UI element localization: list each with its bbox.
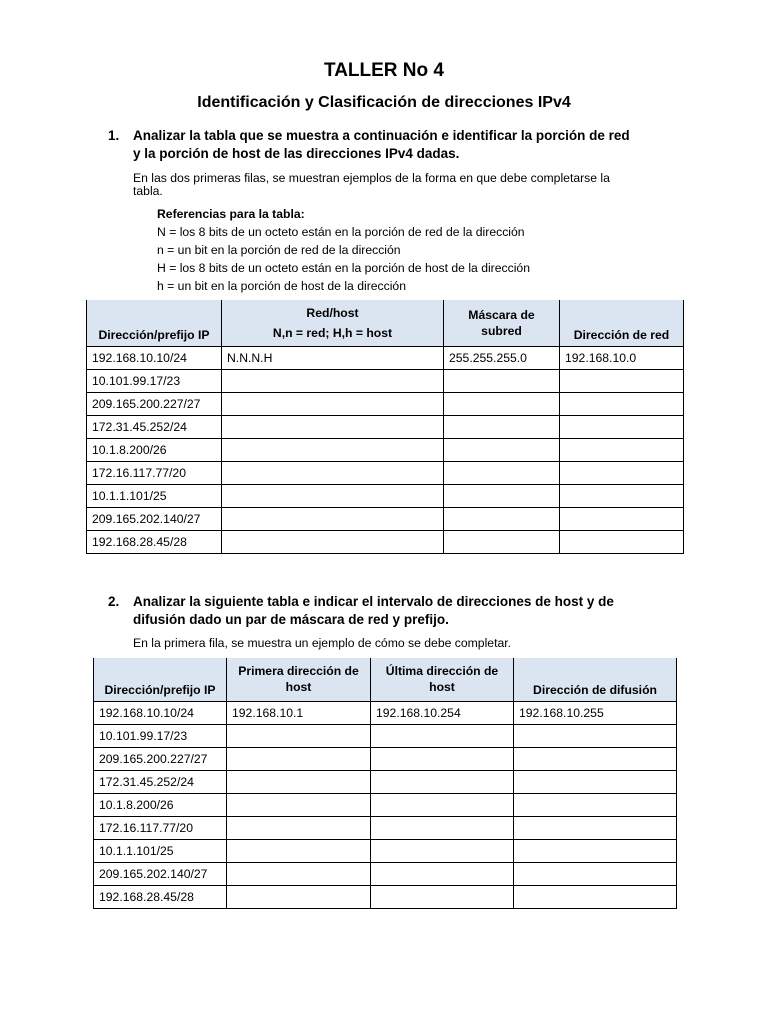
table-cell-blank — [371, 724, 514, 747]
table-row — [94, 862, 677, 885]
table-row — [94, 816, 677, 839]
table-cell: 10.1.8.200/26 — [87, 438, 222, 461]
table-cell-blank — [514, 839, 677, 862]
table-cell-blank — [560, 507, 684, 530]
header-network: Dirección de red — [560, 300, 684, 346]
table-row — [87, 415, 684, 438]
header-nethost: Red/host N,n = red; H,h = host — [222, 300, 444, 346]
section1-question-line1: Analizar la tabla que se muestra a continuación e identificar la porción de red — [133, 128, 630, 143]
table-cell-blank — [444, 369, 560, 392]
table-cell: 192.168.10.10/24 — [94, 701, 227, 724]
table-row — [94, 770, 677, 793]
table-row — [87, 461, 684, 484]
section1-number: 1. — [108, 128, 120, 143]
table-cell: 192.168.10.255 — [514, 701, 677, 724]
table-cell-blank — [371, 885, 514, 908]
section1-note-line2: tabla. — [133, 184, 163, 198]
table-cell: 192.168.10.1 — [227, 701, 371, 724]
table-row — [87, 392, 684, 415]
table-cell-blank — [560, 484, 684, 507]
header-first-host: Primera dirección de host — [227, 658, 371, 701]
table-cell-blank — [444, 530, 560, 553]
table-cell-blank — [222, 392, 444, 415]
table-cell-blank — [444, 438, 560, 461]
references-block — [157, 205, 677, 295]
table-cell-blank — [371, 747, 514, 770]
table-cell: 255.255.255.0 — [444, 346, 560, 369]
table-cell-blank — [444, 484, 560, 507]
header-last-host: Última dirección de host — [371, 658, 514, 701]
table-cell: 172.16.117.77/20 — [87, 461, 222, 484]
table-cell-blank — [222, 507, 444, 530]
table-cell: 192.168.10.0 — [560, 346, 684, 369]
table-cell-blank — [227, 816, 371, 839]
table-row — [87, 507, 684, 530]
section2-question — [108, 593, 668, 629]
table-cell-blank — [371, 770, 514, 793]
network-host-table — [86, 300, 684, 554]
table-cell: N.N.N.H — [222, 346, 444, 369]
table-cell: 192.168.28.45/28 — [87, 530, 222, 553]
table-cell-blank — [222, 369, 444, 392]
table-cell-blank — [444, 507, 560, 530]
table-cell-blank — [560, 369, 684, 392]
table-cell-blank — [560, 438, 684, 461]
host-range-table — [93, 658, 677, 909]
references-title: Referencias para la tabla: — [157, 207, 305, 221]
section1-note — [133, 172, 653, 198]
table-cell-blank — [560, 461, 684, 484]
table-cell-blank — [514, 724, 677, 747]
table-row — [87, 530, 684, 553]
table-cell: 10.1.8.200/26 — [94, 793, 227, 816]
section2-number: 2. — [108, 594, 120, 609]
section1-note-line1: En las dos primeras filas, se muestran ejemplos de la forma en que debe completarse la — [133, 171, 610, 185]
table-cell-blank — [222, 530, 444, 553]
table-row — [94, 885, 677, 908]
table-cell-blank — [444, 415, 560, 438]
table-header-row — [94, 658, 677, 701]
table-cell: 192.168.10.254 — [371, 701, 514, 724]
table-cell: 10.101.99.17/23 — [87, 369, 222, 392]
table-cell-blank — [514, 862, 677, 885]
reference-item: N = los 8 bits de un octeto están en la porción de red de la dirección — [157, 225, 525, 239]
table-cell-blank — [222, 415, 444, 438]
table-cell: 172.31.45.252/24 — [94, 770, 227, 793]
reference-item: n = un bit en la porción de red de la dirección — [157, 243, 401, 257]
table-cell-blank — [222, 484, 444, 507]
section1-question-line2: y la porción de host de las direcciones IPv4 dadas. — [133, 146, 460, 161]
table-cell: 10.1.1.101/25 — [94, 839, 227, 862]
table-cell: 192.168.28.45/28 — [94, 885, 227, 908]
table-cell-blank — [560, 530, 684, 553]
reference-item: h = un bit en la porción de host de la dirección — [157, 279, 406, 293]
table-row — [87, 484, 684, 507]
section1-question — [108, 127, 668, 163]
table-cell: 209.165.200.227/27 — [94, 747, 227, 770]
table-cell-blank — [227, 862, 371, 885]
table-cell-blank — [371, 816, 514, 839]
header-mask: Máscara de subred — [444, 300, 560, 346]
table-cell-blank — [227, 885, 371, 908]
table-row — [94, 839, 677, 862]
table-cell: 209.165.202.140/27 — [94, 862, 227, 885]
table-cell: 172.31.45.252/24 — [87, 415, 222, 438]
table-cell-blank — [227, 724, 371, 747]
table-cell-blank — [227, 839, 371, 862]
header-address: Dirección/prefijo IP — [87, 300, 222, 346]
table-cell-blank — [444, 392, 560, 415]
table-cell-blank — [371, 839, 514, 862]
table-row — [94, 793, 677, 816]
header-broadcast: Dirección de difusión — [514, 658, 677, 701]
table-body — [94, 701, 677, 908]
table-cell-blank — [227, 793, 371, 816]
table-row — [94, 747, 677, 770]
table-cell-blank — [227, 770, 371, 793]
section2-note: En la primera fila, se muestra un ejemplo de cómo se debe completar. — [133, 636, 512, 650]
table-body — [87, 346, 684, 553]
table-row — [94, 701, 677, 724]
table-cell: 10.101.99.17/23 — [94, 724, 227, 747]
table-cell-blank — [371, 793, 514, 816]
table-cell-blank — [222, 438, 444, 461]
table-cell-blank — [371, 862, 514, 885]
page-title: TALLER No 4 — [324, 60, 444, 81]
table-row — [87, 369, 684, 392]
table-cell: 209.165.202.140/27 — [87, 507, 222, 530]
table-cell: 209.165.200.227/27 — [87, 392, 222, 415]
page-subtitle: Identificación y Clasificación de direcciones IPv4 — [197, 94, 571, 111]
table-cell-blank — [514, 816, 677, 839]
section2-question-line1: Analizar la siguiente tabla e indicar el intervalo de direcciones de host y de — [133, 594, 614, 609]
table-cell-blank — [222, 461, 444, 484]
table-row — [87, 346, 684, 369]
table-cell: 10.1.1.101/25 — [87, 484, 222, 507]
reference-item: H = los 8 bits de un octeto están en la porción de host de la dirección — [157, 261, 530, 275]
table-cell-blank — [444, 461, 560, 484]
table-cell-blank — [560, 392, 684, 415]
table-cell: 192.168.10.10/24 — [87, 346, 222, 369]
table-cell-blank — [227, 747, 371, 770]
table-row — [87, 438, 684, 461]
table-cell-blank — [514, 770, 677, 793]
header-address: Dirección/prefijo IP — [94, 658, 227, 701]
table-cell-blank — [514, 885, 677, 908]
table-cell-blank — [514, 747, 677, 770]
table-cell-blank — [560, 415, 684, 438]
table-cell-blank — [514, 793, 677, 816]
section2-question-line2: difusión dado un par de máscara de red y prefijo. — [133, 612, 449, 627]
table-cell: 172.16.117.77/20 — [94, 816, 227, 839]
table-row — [94, 724, 677, 747]
table-header-row — [87, 300, 684, 346]
